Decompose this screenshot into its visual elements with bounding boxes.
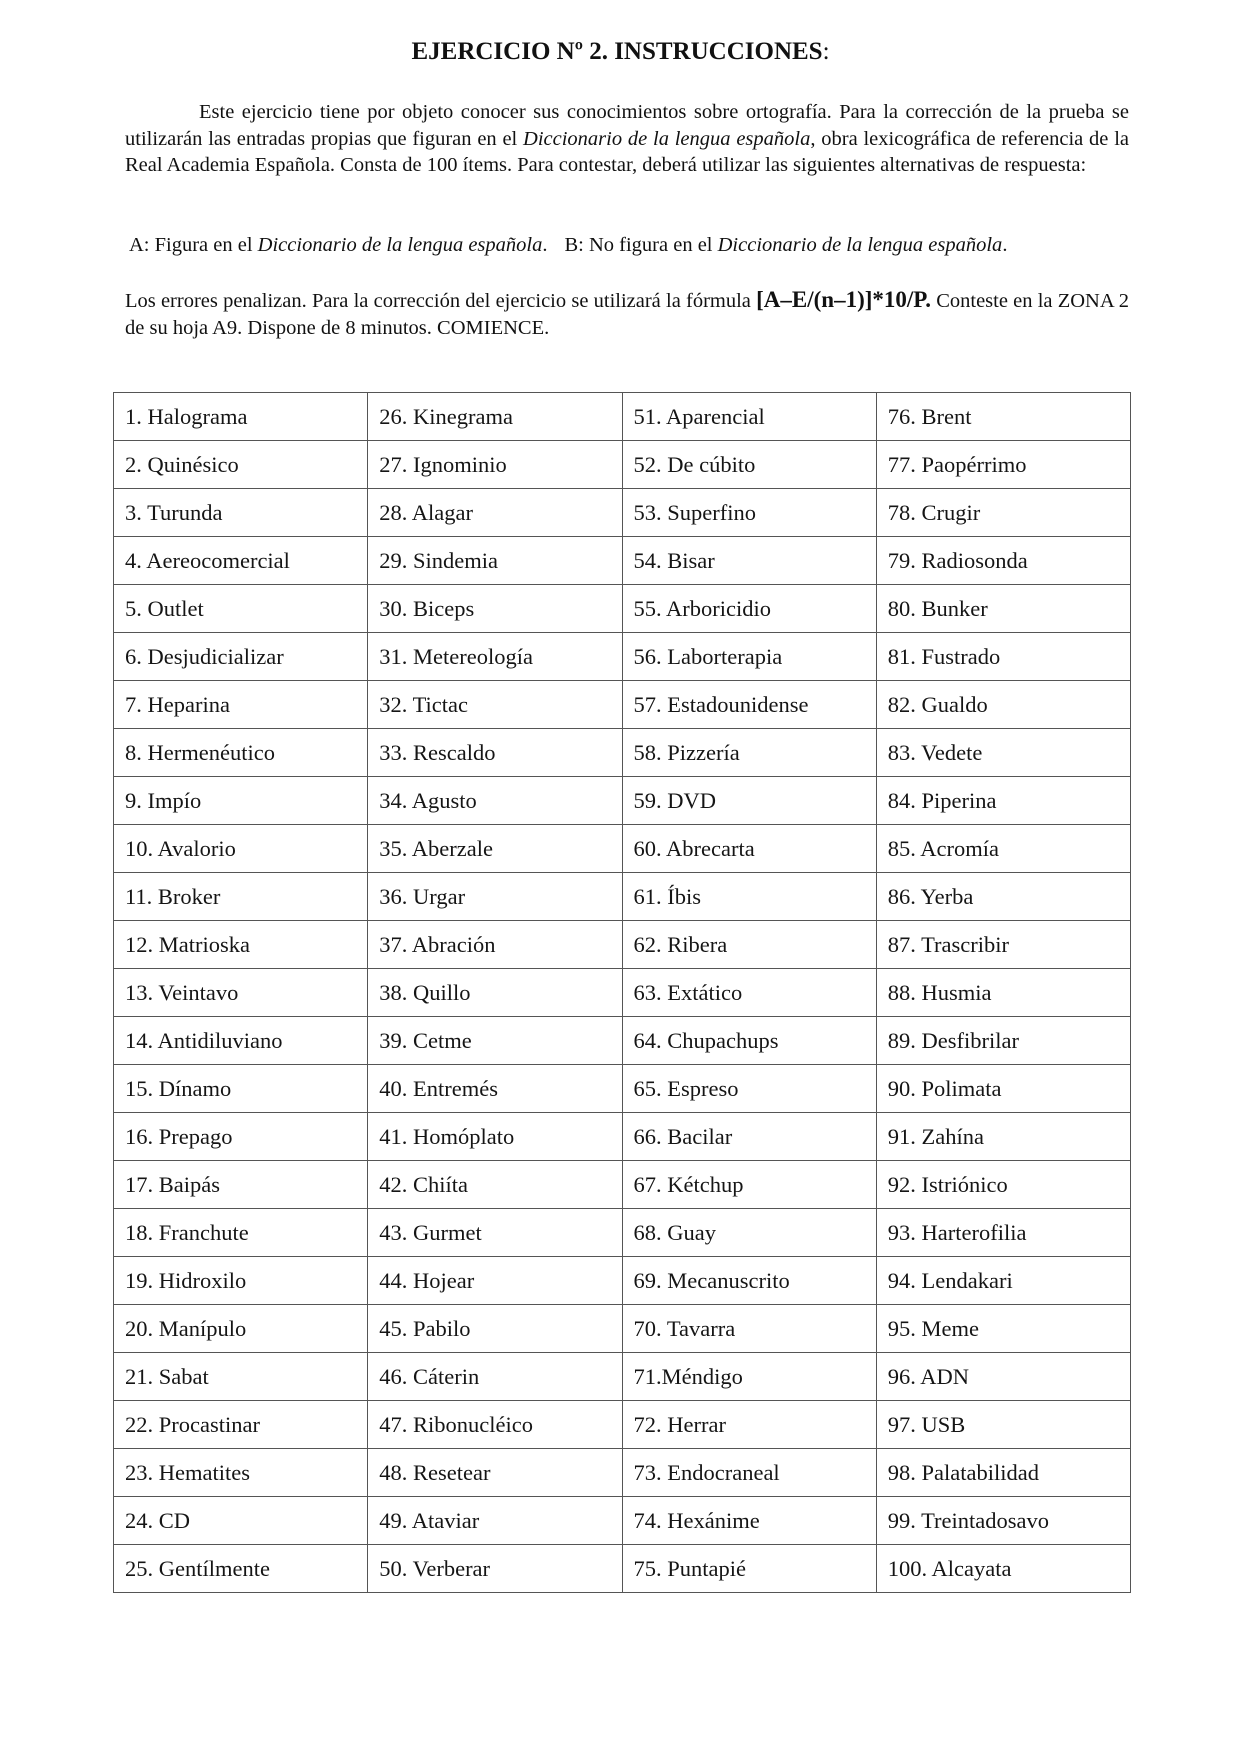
item-cell: 24. CD <box>114 1497 368 1545</box>
item-cell: 40. Entremés <box>368 1065 622 1113</box>
item-cell: 6. Desjudicializar <box>114 633 368 681</box>
item-cell: 83. Vedete <box>876 729 1130 777</box>
item-cell: 70. Tavarra <box>622 1305 876 1353</box>
document-title <box>0 38 1241 66</box>
option-b-dictionary: Diccionario de la lengua española <box>717 234 1003 256</box>
table-row <box>114 825 1131 873</box>
item-cell: 96. ADN <box>876 1353 1130 1401</box>
table-row <box>114 633 1131 681</box>
item-cell: 95. Meme <box>876 1305 1130 1353</box>
item-cell: 37. Abración <box>368 921 622 969</box>
item-cell: 77. Paopérrimo <box>876 441 1130 489</box>
item-cell: 78. Crugir <box>876 489 1130 537</box>
item-cell: 15. Dínamo <box>114 1065 368 1113</box>
item-cell: 12. Matrioska <box>114 921 368 969</box>
item-cell: 3. Turunda <box>114 489 368 537</box>
item-cell: 44. Hojear <box>368 1257 622 1305</box>
table-row <box>114 1161 1131 1209</box>
option-a-dictionary: Diccionario de la lengua española <box>257 234 543 256</box>
item-cell: 71.Méndigo <box>622 1353 876 1401</box>
table-row <box>114 681 1131 729</box>
item-cell: 59. DVD <box>622 777 876 825</box>
rules-text-1: Los errores penalizan. Para la corrección del ejercicio se utilizará la fórmula <box>125 290 757 312</box>
table-row <box>114 1353 1131 1401</box>
item-cell: 52. De cúbito <box>622 441 876 489</box>
item-cell: 75. Puntapié <box>622 1545 876 1593</box>
item-cell: 67. Kétchup <box>622 1161 876 1209</box>
item-cell: 73. Endocraneal <box>622 1449 876 1497</box>
item-cell: 61. Íbis <box>622 873 876 921</box>
item-cell: 80. Bunker <box>876 585 1130 633</box>
table-row <box>114 441 1131 489</box>
item-cell: 22. Procastinar <box>114 1401 368 1449</box>
rules-paragraph <box>125 287 1129 341</box>
dictionary-name: Diccionario de la lengua española <box>523 127 811 150</box>
item-cell: 36. Urgar <box>368 873 622 921</box>
item-cell: 43. Gurmet <box>368 1209 622 1257</box>
option-b-suffix: . <box>1002 234 1008 256</box>
item-cell: 62. Ribera <box>622 921 876 969</box>
scoring-formula: [A–E/(n–1)]*10/P. <box>756 287 931 312</box>
table-row <box>114 969 1131 1017</box>
item-cell: 97. USB <box>876 1401 1130 1449</box>
item-cell: 84. Piperina <box>876 777 1130 825</box>
table-row <box>114 1497 1131 1545</box>
item-cell: 93. Harterofilia <box>876 1209 1130 1257</box>
item-cell: 94. Lendakari <box>876 1257 1130 1305</box>
item-cell: 10. Avalorio <box>114 825 368 873</box>
item-cell: 89. Desfibrilar <box>876 1017 1130 1065</box>
item-cell: 60. Abrecarta <box>622 825 876 873</box>
item-cell: 16. Prepago <box>114 1113 368 1161</box>
item-cell: 32. Tictac <box>368 681 622 729</box>
item-cell: 46. Cáterin <box>368 1353 622 1401</box>
table-row <box>114 1257 1131 1305</box>
item-cell: 39. Cetme <box>368 1017 622 1065</box>
item-cell: 19. Hidroxilo <box>114 1257 368 1305</box>
item-cell: 48. Resetear <box>368 1449 622 1497</box>
item-cell: 63. Extático <box>622 969 876 1017</box>
table-row <box>114 1017 1131 1065</box>
option-a <box>129 234 547 256</box>
item-cell: 9. Impío <box>114 777 368 825</box>
table-row <box>114 1545 1131 1593</box>
item-cell: 14. Antidiluviano <box>114 1017 368 1065</box>
item-cell: 51. Aparencial <box>622 393 876 441</box>
item-cell: 20. Manípulo <box>114 1305 368 1353</box>
option-a-suffix: . <box>542 234 548 256</box>
table-row <box>114 585 1131 633</box>
item-cell: 82. Gualdo <box>876 681 1130 729</box>
item-cell: 72. Herrar <box>622 1401 876 1449</box>
item-cell: 21. Sabat <box>114 1353 368 1401</box>
item-cell: 88. Husmia <box>876 969 1130 1017</box>
item-cell: 42. Chiíta <box>368 1161 622 1209</box>
item-cell: 5. Outlet <box>114 585 368 633</box>
table-row <box>114 393 1131 441</box>
item-cell: 30. Biceps <box>368 585 622 633</box>
intro-paragraph <box>125 99 1129 179</box>
item-cell: 65. Espreso <box>622 1065 876 1113</box>
item-cell: 29. Sindemia <box>368 537 622 585</box>
item-cell: 28. Alagar <box>368 489 622 537</box>
table-row <box>114 489 1131 537</box>
item-cell: 8. Hermenéutico <box>114 729 368 777</box>
item-cell: 92. Istriónico <box>876 1161 1130 1209</box>
table-row <box>114 1305 1131 1353</box>
item-cell: 79. Radiosonda <box>876 537 1130 585</box>
item-cell: 53. Superfino <box>622 489 876 537</box>
item-cell: 4. Aereocomercial <box>114 537 368 585</box>
item-cell: 57. Estadounidense <box>622 681 876 729</box>
item-cell: 56. Laborterapia <box>622 633 876 681</box>
item-cell: 26. Kinegrama <box>368 393 622 441</box>
item-cell: 99. Treintadosavo <box>876 1497 1130 1545</box>
table-row <box>114 1113 1131 1161</box>
table-row <box>114 1065 1131 1113</box>
item-cell: 35. Aberzale <box>368 825 622 873</box>
title-text: EJERCICIO Nº 2. INSTRUCCIONES <box>411 38 823 65</box>
item-cell: 55. Arboricidio <box>622 585 876 633</box>
answer-options <box>129 232 1129 258</box>
table-row <box>114 1401 1131 1449</box>
table-row <box>114 873 1131 921</box>
option-a-prefix: A: Figura en el <box>129 234 258 256</box>
item-cell: 41. Homóplato <box>368 1113 622 1161</box>
item-cell: 50. Verberar <box>368 1545 622 1593</box>
item-cell: 1. Halograma <box>114 393 368 441</box>
item-cell: 17. Baipás <box>114 1161 368 1209</box>
table-row <box>114 1209 1131 1257</box>
item-cell: 34. Agusto <box>368 777 622 825</box>
item-cell: 13. Veintavo <box>114 969 368 1017</box>
item-cell: 27. Ignominio <box>368 441 622 489</box>
items-table-body <box>114 393 1131 1593</box>
table-row <box>114 921 1131 969</box>
item-cell: 74. Hexánime <box>622 1497 876 1545</box>
item-cell: 100. Alcayata <box>876 1545 1130 1593</box>
option-b-prefix: B: No figura en el <box>564 234 718 256</box>
item-cell: 81. Fustrado <box>876 633 1130 681</box>
item-cell: 85. Acromía <box>876 825 1130 873</box>
item-cell: 87. Trascribir <box>876 921 1130 969</box>
table-row <box>114 777 1131 825</box>
item-cell: 66. Bacilar <box>622 1113 876 1161</box>
item-cell: 68. Guay <box>622 1209 876 1257</box>
item-cell: 38. Quillo <box>368 969 622 1017</box>
item-cell: 49. Ataviar <box>368 1497 622 1545</box>
item-cell: 64. Chupachups <box>622 1017 876 1065</box>
item-cell: 2. Quinésico <box>114 441 368 489</box>
intro-text-2: , obra lexicográfica de referencia de la Real Academia Española. Consta de 100 ítems. Para contestar, deberá utilizar las siguientes alternativas de respuesta: <box>125 127 1129 176</box>
item-cell: 7. Heparina <box>114 681 368 729</box>
item-cell: 91. Zahína <box>876 1113 1130 1161</box>
item-cell: 54. Bisar <box>622 537 876 585</box>
item-cell: 86. Yerba <box>876 873 1130 921</box>
option-b <box>564 234 1007 256</box>
item-cell: 76. Brent <box>876 393 1130 441</box>
items-table <box>113 392 1131 1593</box>
item-cell: 31. Metereología <box>368 633 622 681</box>
table-row <box>114 729 1131 777</box>
title-colon: : <box>822 38 830 65</box>
item-cell: 58. Pizzería <box>622 729 876 777</box>
table-row <box>114 1449 1131 1497</box>
item-cell: 18. Franchute <box>114 1209 368 1257</box>
table-row <box>114 537 1131 585</box>
item-cell: 69. Mecanuscrito <box>622 1257 876 1305</box>
intro-text-1: Este ejercicio tiene por objeto conocer sus conocimientos sobre ortografía. Para la corrección de la prueba se utilizarán las entradas propias que figuran en el <box>125 101 1129 150</box>
item-cell: 11. Broker <box>114 873 368 921</box>
item-cell: 98. Palatabilidad <box>876 1449 1130 1497</box>
item-cell: 45. Pabilo <box>368 1305 622 1353</box>
item-cell: 33. Rescaldo <box>368 729 622 777</box>
item-cell: 47. Ribonucléico <box>368 1401 622 1449</box>
item-cell: 90. Polimata <box>876 1065 1130 1113</box>
rules-text-2: Conteste en la ZONA 2 de su hoja A9. Dispone de 8 minutos. COMIENCE. <box>125 290 1129 339</box>
item-cell: 23. Hematites <box>114 1449 368 1497</box>
item-cell: 25. Gentílmente <box>114 1545 368 1593</box>
